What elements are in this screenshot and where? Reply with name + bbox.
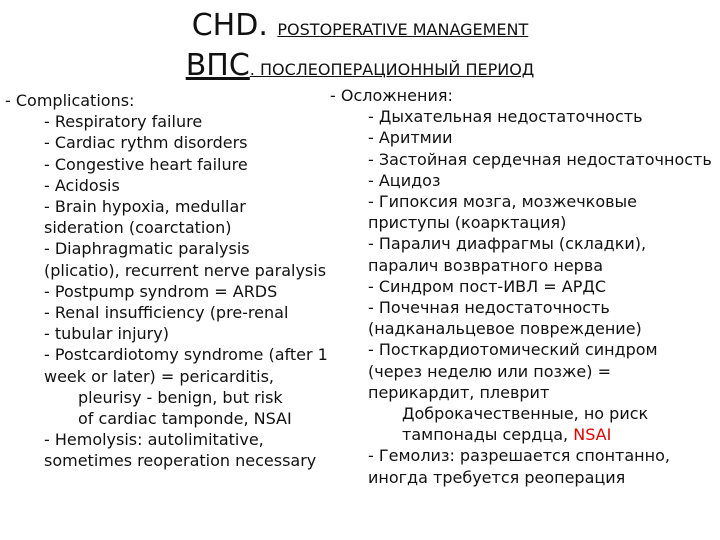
list-item: - Postcardiotomy syndrome (after 1 week or later) = pericarditis, [44, 345, 328, 386]
list-item: - Renal insufficiency (pre-renal [44, 303, 289, 323]
sub-item-text: тампонады сердца, [402, 425, 574, 445]
list-item: - Дыхательная недостаточность [368, 107, 643, 127]
list-item: - Синдром пост-ИВЛ = АРДС [368, 276, 607, 296]
list-item: - Аритмии [368, 128, 453, 148]
list-sub-item: Доброкачественные, но риск [402, 404, 649, 424]
list-item: - Respiratory failure [44, 112, 203, 132]
russian-complications-column [330, 85, 715, 488]
page-title-russian [0, 48, 720, 83]
list-sub-item [330, 424, 715, 445]
english-complications-column [5, 90, 330, 472]
list-item: - tubular injury) [44, 324, 169, 344]
list-item: - Паралич диафрагмы (складки), паралич возвратного нерва [368, 234, 647, 275]
page-title-english [0, 8, 720, 43]
list-item: - Diaphragmatic paralysis (plicatio), recurrent nerve paralysis [44, 239, 327, 280]
list-item: - Застойная сердечная недостаточность [368, 149, 712, 169]
list-item: - Brain hypoxia, medullar sideration (coarctation) [44, 197, 246, 238]
list-item: - Cardiac rythm disorders [44, 133, 248, 153]
title-vps: ВПС [185, 48, 250, 83]
list-item: - Почечная недостаточность (надканальцевое повреждение) [368, 298, 642, 339]
list-item: - Congestive heart failure [44, 154, 248, 174]
list-sub-item: of cardiac tamponde, NSAI [78, 409, 292, 429]
title-chd: CHD. [191, 8, 278, 43]
list-item: - Postpump syndrom = ARDS [44, 281, 278, 301]
complications-header: - Осложнения: [330, 86, 453, 105]
list-item: - Гемолиз: разрешается спонтанно, иногда требуется реоперация [368, 446, 670, 487]
list-item: - Acidosis [44, 175, 120, 195]
complications-header: - Complications: [5, 91, 135, 110]
list-sub-item: pleurisy - benign, but risk [78, 387, 283, 407]
list-item: - Посткардиотомический синдром (через неделю или позже) = перикардит, плеврит [368, 340, 658, 402]
title-postoperative-management: POSTOPERATIVE MANAGEMENT [277, 20, 529, 39]
title-postoperative-period: . ПОСЛЕОПЕРАЦИОННЫЙ ПЕРИОД [249, 60, 535, 79]
list-item: - Гипоксия мозга, мозжечковые приступы (коарктация) [368, 192, 638, 233]
list-item: - Ацидоз [368, 170, 441, 190]
nsai-highlight: NSAI [573, 425, 612, 445]
list-item: - Hemolysis: autolimitative, sometimes reoperation necessary [44, 430, 317, 471]
